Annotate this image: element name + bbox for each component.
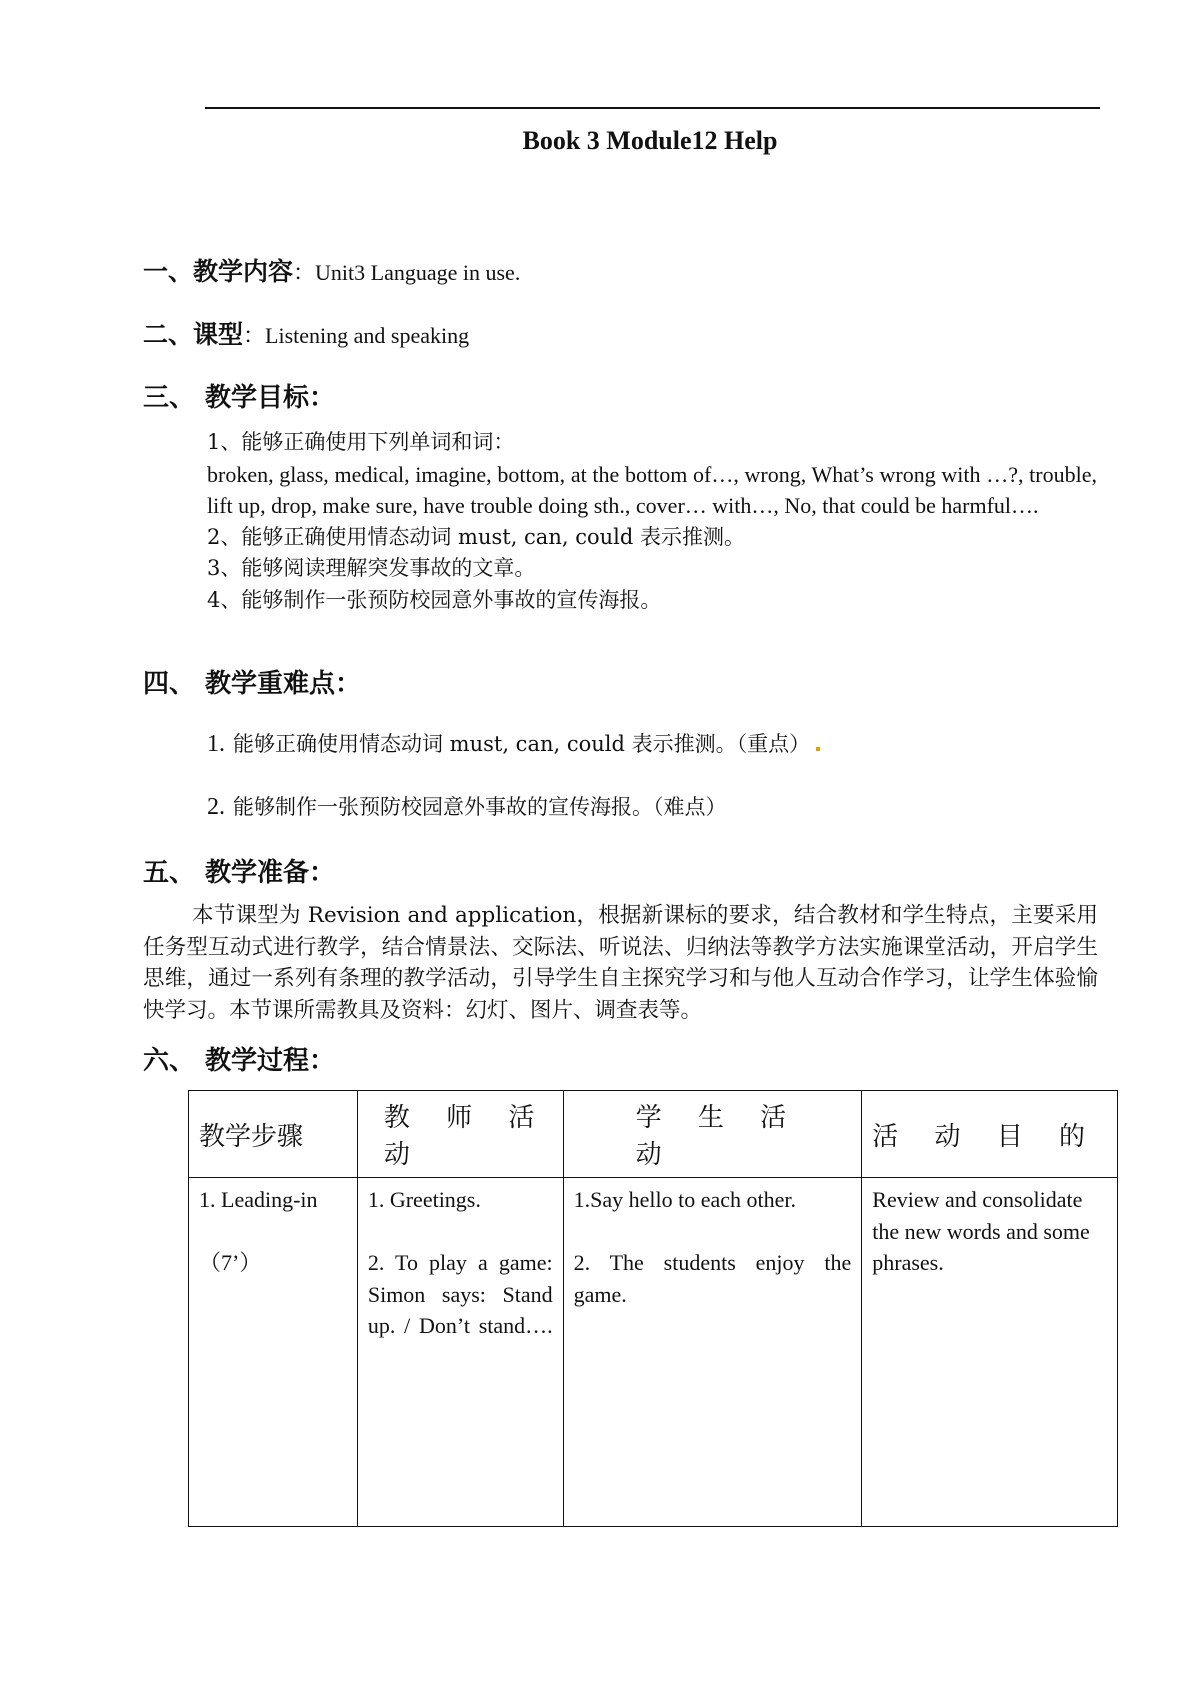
- objective-2: 2、能够正确使用情态动词 must, can, could 表示推测。: [207, 524, 745, 549]
- cell-purpose: Review and consolidate the new words and some phrases.: [862, 1178, 1118, 1527]
- preparation-paragraph: 本节课型为 Revision and application，根据新课标的要求，结合教材和学生特点，主要采用任务型互动式进行教学，结合情景法、交际法、听说法、归纳法等教学方法实施课堂活动，开启学生思维，通过一系列有条理的教学活动，引导学生自主探究学习和与他人互动合作学习，让学生体验愉快学习。本节课所需教具及资料：幻灯、图片、调查表等。: [143, 903, 1098, 1023]
- content-line: 一、教学内容：Unit3 Language in use.: [143, 257, 521, 286]
- header-teacher: 教 师 活 动: [357, 1091, 563, 1178]
- content-label: 一、教学内容: [143, 257, 294, 286]
- header-student: 学 生 活 动: [563, 1091, 862, 1178]
- key-points-heading: 四、 教学重难点：: [143, 669, 362, 699]
- preparation-heading: 五、 教学准备：: [143, 858, 336, 888]
- process-heading: 六、 教学过程：: [143, 1046, 336, 1076]
- table-row: [189, 1178, 1118, 1527]
- cell-step: 1. Leading-in （7’）: [189, 1178, 358, 1527]
- objective-1-intro: 1、能够正确使用下列单词和词：: [207, 430, 515, 454]
- key-point-1: 1. 能够正确使用情态动词 must, can, could 表示推测。（重点）: [207, 728, 820, 758]
- table-header-row: [189, 1091, 1118, 1178]
- mark-dot: [816, 747, 820, 751]
- objectives-list: [207, 427, 1097, 616]
- content-value: Unit3 Language in use.: [315, 260, 521, 285]
- header-step: 教学步骤: [189, 1091, 358, 1178]
- process-table: [188, 1090, 1118, 1527]
- key-point-2: 2. 能够制作一张预防校园意外事故的宣传海报。（难点）: [207, 794, 727, 820]
- objective-1-words: broken, glass, medical, imagine, bottom, at the bottom of…, wrong, What’s wrong with …?, trouble, lift up, drop, make sure, have trouble doing sth., cover… with…, No, that could be harmful….: [207, 461, 1097, 518]
- objective-4: 4、能够制作一张预防校园意外事故的宣传海报。: [207, 587, 662, 612]
- cell-student: 1.Say hello to each other. 2. The students enjoy the game.: [563, 1178, 862, 1527]
- document-title: Book 3 Module12 Help: [522, 126, 778, 155]
- objective-3: 3、能够阅读理解突发事故的文章。: [207, 556, 536, 580]
- objectives-heading: 三、 教学目标：: [143, 383, 336, 413]
- lesson-type-label: 二、课型: [143, 320, 244, 349]
- header-rule: [205, 107, 1100, 109]
- cell-teacher: 1. Greetings. 2. To play a game: Simon says: Stand up. / Don’t stand….: [357, 1178, 563, 1527]
- header-purpose: 活 动 目 的: [862, 1091, 1118, 1178]
- lesson-type-value: Listening and speaking: [265, 323, 470, 348]
- lesson-type-line: 二、课型：Listening and speaking: [143, 320, 470, 349]
